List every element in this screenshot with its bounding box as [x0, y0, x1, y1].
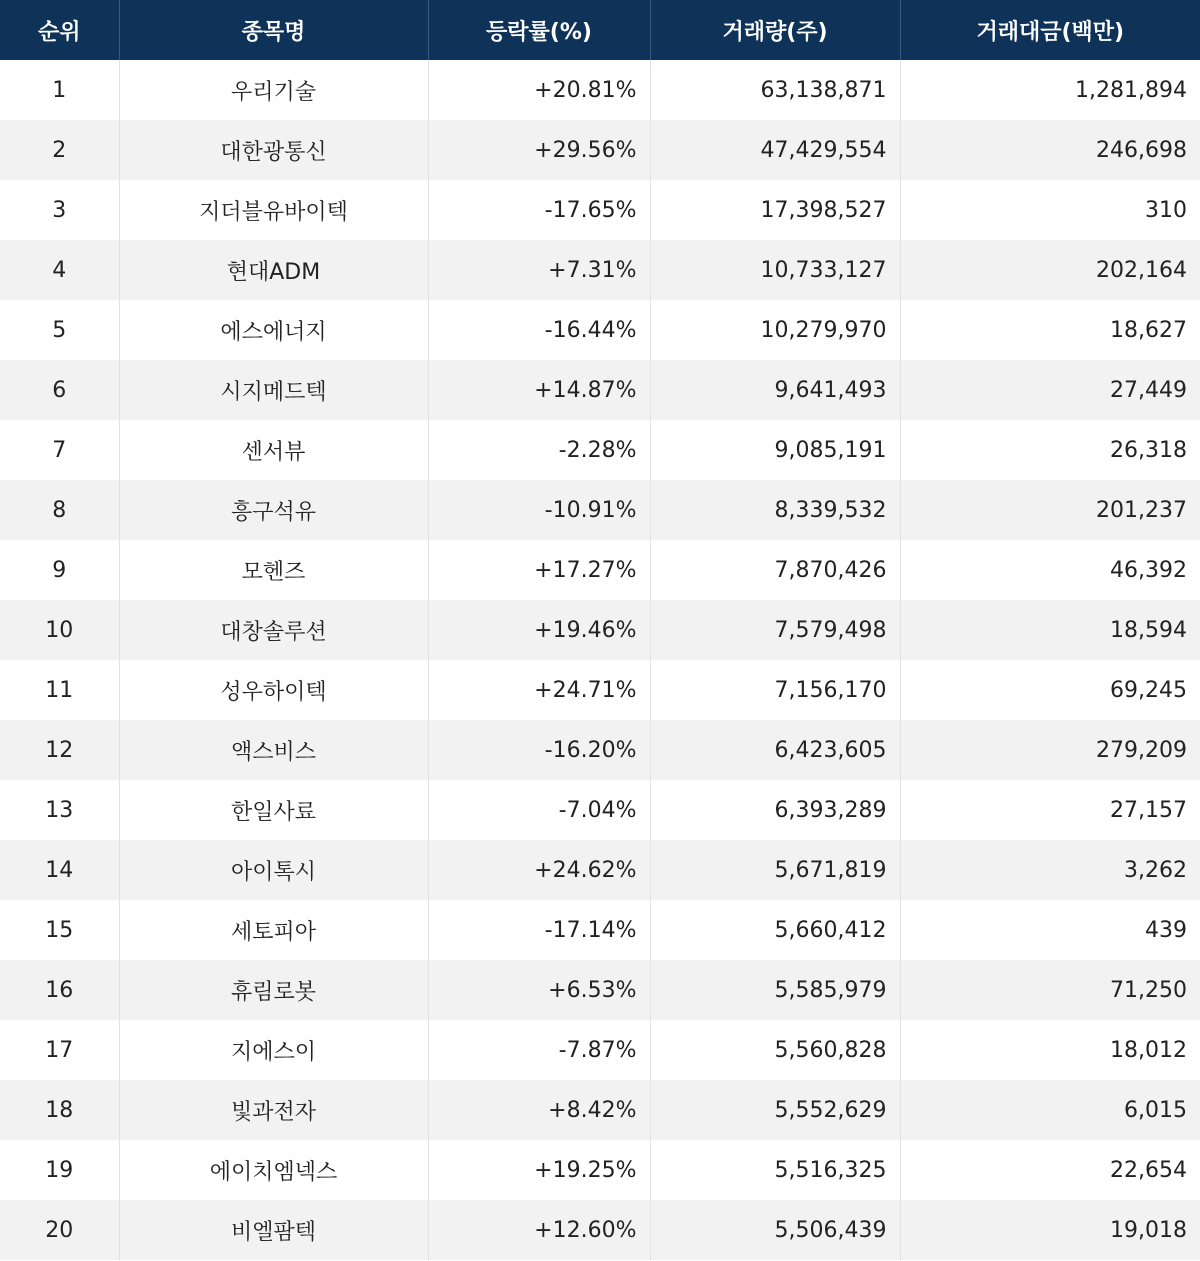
header-row [0, 0, 1200, 60]
rank-cell: 12 [0, 720, 119, 780]
amount-cell: 202,164 [900, 240, 1200, 300]
table-row [0, 960, 1200, 1020]
volume-cell: 5,516,325 [650, 1140, 900, 1200]
name-cell: 액스비스 [119, 720, 428, 780]
amount-cell: 201,237 [900, 480, 1200, 540]
volume-cell: 6,423,605 [650, 720, 900, 780]
change-pct-cell: -7.87% [428, 1020, 650, 1080]
name-cell: 대한광통신 [119, 120, 428, 180]
rank-cell: 11 [0, 660, 119, 720]
change-pct-cell: -7.04% [428, 780, 650, 840]
change-pct-cell: -2.28% [428, 420, 650, 480]
volume-cell: 5,552,629 [650, 1080, 900, 1140]
amount-cell: 18,594 [900, 600, 1200, 660]
rank-cell: 5 [0, 300, 119, 360]
rank-cell: 4 [0, 240, 119, 300]
table-row [0, 720, 1200, 780]
volume-cell: 10,733,127 [650, 240, 900, 300]
change-pct-cell: +14.87% [428, 360, 650, 420]
name-cell: 에이치엠넥스 [119, 1140, 428, 1200]
table-row [0, 1200, 1200, 1260]
volume-cell: 9,085,191 [650, 420, 900, 480]
name-cell: 센서뷰 [119, 420, 428, 480]
rank-cell: 16 [0, 960, 119, 1020]
change-pct-cell: +24.71% [428, 660, 650, 720]
rank-cell: 8 [0, 480, 119, 540]
table-row [0, 240, 1200, 300]
name-cell: 휴림로봇 [119, 960, 428, 1020]
name-cell: 빛과전자 [119, 1080, 428, 1140]
table-row [0, 660, 1200, 720]
change-pct-cell: +8.42% [428, 1080, 650, 1140]
amount-cell: 6,015 [900, 1080, 1200, 1140]
volume-cell: 6,393,289 [650, 780, 900, 840]
rank-cell: 2 [0, 120, 119, 180]
table-row [0, 300, 1200, 360]
header-name: 종목명 [119, 0, 428, 60]
name-cell: 에스에너지 [119, 300, 428, 360]
amount-cell: 439 [1145, 917, 1187, 943]
volume-cell: 5,560,828 [650, 1020, 900, 1080]
change-pct-cell: +6.53% [428, 960, 650, 1020]
name-cell: 모헨즈 [119, 540, 428, 600]
amount-cell: 246,698 [900, 120, 1200, 180]
volume-cell: 7,156,170 [650, 660, 900, 720]
volume-cell: 17,398,527 [650, 180, 900, 240]
volume-cell: 47,429,554 [650, 120, 900, 180]
table-row [0, 1020, 1200, 1080]
change-pct-cell: +24.62% [428, 840, 650, 900]
amount-cell: 26,318 [1110, 437, 1187, 463]
table-row [0, 900, 1200, 960]
amount-cell: 27,157 [1110, 797, 1187, 823]
name-cell: 아이톡시 [119, 840, 428, 900]
change-pct-cell: +17.27% [428, 540, 650, 600]
table-row [0, 420, 1200, 480]
amount-cell: 18,627 [1110, 317, 1187, 343]
header-amount: 거래대금(백만) [900, 0, 1200, 60]
name-cell: 한일사료 [119, 780, 428, 840]
name-cell: 현대ADM [119, 240, 428, 300]
amount-cell: 22,654 [1110, 1157, 1187, 1183]
change-pct-cell: -17.14% [428, 900, 650, 960]
volume-cell: 5,585,979 [650, 960, 900, 1020]
name-cell: 흥구석유 [119, 480, 428, 540]
amount-cell: 71,250 [900, 960, 1200, 1020]
amount-cell: 19,018 [900, 1200, 1200, 1260]
name-cell: 세토피아 [119, 900, 428, 960]
change-pct-cell: +19.46% [428, 600, 650, 660]
amount-cell: 46,392 [1110, 557, 1187, 583]
rank-cell: 15 [0, 900, 119, 960]
volume-cell: 5,506,439 [650, 1200, 900, 1260]
volume-cell: 10,279,970 [650, 300, 900, 360]
change-pct-cell: +7.31% [428, 240, 650, 300]
change-pct-cell: -16.44% [428, 300, 650, 360]
rank-cell: 3 [0, 180, 119, 240]
table-header [0, 0, 1200, 60]
change-pct-cell: +19.25% [428, 1140, 650, 1200]
volume-cell: 8,339,532 [650, 480, 900, 540]
header-volume: 거래량(주) [650, 0, 900, 60]
name-cell: 대창솔루션 [119, 600, 428, 660]
rank-cell: 14 [0, 840, 119, 900]
table-row [0, 120, 1200, 180]
change-pct-cell: +29.56% [428, 120, 650, 180]
table-row [0, 1080, 1200, 1140]
table-row [0, 480, 1200, 540]
table-row [0, 780, 1200, 840]
volume-cell: 7,870,426 [650, 540, 900, 600]
change-pct-cell: -10.91% [428, 480, 650, 540]
table-body [0, 60, 1200, 1260]
amount-cell: 310 [1145, 197, 1187, 223]
rank-cell: 1 [0, 60, 119, 120]
rank-cell: 7 [0, 420, 119, 480]
amount-cell: 279,209 [900, 720, 1200, 780]
rank-cell: 9 [0, 540, 119, 600]
volume-cell: 7,579,498 [650, 600, 900, 660]
table-row [0, 180, 1200, 240]
amount-cell: 27,449 [900, 360, 1200, 420]
table-row [0, 360, 1200, 420]
amount-cell: 69,245 [1110, 677, 1187, 703]
rank-cell: 10 [0, 600, 119, 660]
name-cell: 지더블유바이텍 [119, 180, 428, 240]
name-cell: 지에스이 [119, 1020, 428, 1080]
change-pct-cell: -17.65% [428, 180, 650, 240]
volume-cell: 5,671,819 [650, 840, 900, 900]
change-pct-cell: -16.20% [428, 720, 650, 780]
name-cell: 성우하이텍 [119, 660, 428, 720]
rank-cell: 17 [0, 1020, 119, 1080]
amount-cell: 18,012 [1110, 1037, 1187, 1063]
table-row [0, 1140, 1200, 1200]
rank-cell: 6 [0, 360, 119, 420]
amount-cell: 1,281,894 [1075, 77, 1187, 103]
amount-cell: 3,262 [900, 840, 1200, 900]
volume-cell: 5,660,412 [650, 900, 900, 960]
rank-cell: 13 [0, 780, 119, 840]
rank-cell: 19 [0, 1140, 119, 1200]
name-cell: 비엘팜텍 [119, 1200, 428, 1260]
header-change-pct: 등락률(%) [428, 0, 650, 60]
header-rank: 순위 [0, 0, 119, 60]
table-row [0, 540, 1200, 600]
rank-cell: 20 [0, 1200, 119, 1260]
name-cell: 시지메드텍 [119, 360, 428, 420]
table-row [0, 600, 1200, 660]
table-row [0, 60, 1200, 120]
name-cell: 우리기술 [119, 60, 428, 120]
volume-cell: 63,138,871 [650, 60, 900, 120]
volume-cell: 9,641,493 [650, 360, 900, 420]
change-pct-cell: +12.60% [428, 1200, 650, 1260]
table-row [0, 840, 1200, 900]
change-pct-cell: +20.81% [428, 60, 650, 120]
rank-cell: 18 [0, 1080, 119, 1140]
